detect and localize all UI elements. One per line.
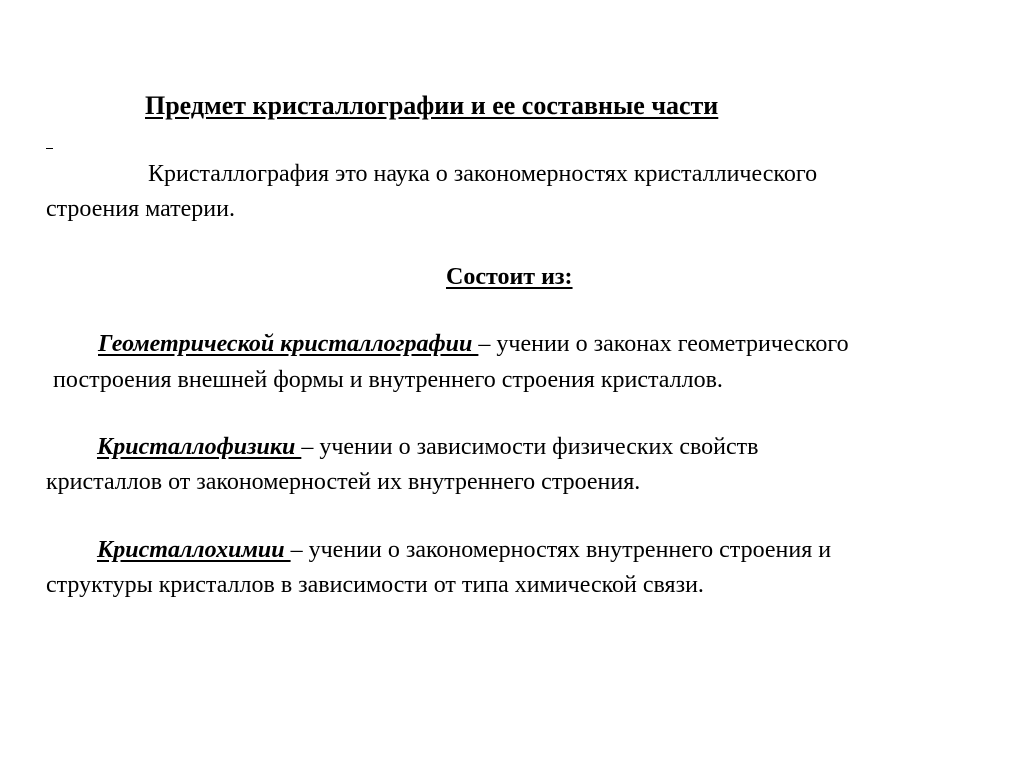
part-geometric-line-1: [98, 330, 849, 358]
part-physics-desc: – учении о зависимости физических свойств: [301, 434, 759, 460]
slide-title: Предмет кристаллографии и ее составные части: [145, 91, 719, 120]
stray-dash-mark: [46, 148, 53, 149]
term-geometric-crystallography: Геометрической кристаллографии: [98, 331, 479, 357]
part-geometric-line-2: построения внешней формы и внутреннего строения кристаллов.: [53, 367, 723, 393]
term-crystal-chemistry: Кристаллохимии: [97, 537, 291, 563]
part-chemistry-line-1: [97, 536, 831, 564]
part-geometric-desc: – учении о законах геометрического: [478, 331, 849, 357]
part-physics-line-1: [97, 433, 759, 461]
part-chemistry-desc: – учении о закономерностях внутреннего строения и: [290, 537, 832, 563]
definition-line-2: строения материи.: [46, 196, 235, 222]
term-crystal-physics: Кристаллофизики: [97, 434, 302, 460]
subheading: Состоит из:: [446, 264, 573, 290]
part-chemistry-line-2: структуры кристаллов в зависимости от типа химической связи.: [46, 572, 704, 598]
part-physics-line-2: кристаллов от закономерностей их внутреннего строения.: [46, 469, 641, 495]
definition-line-1: Кристаллография это наука о закономерностях кристаллического: [148, 161, 818, 187]
